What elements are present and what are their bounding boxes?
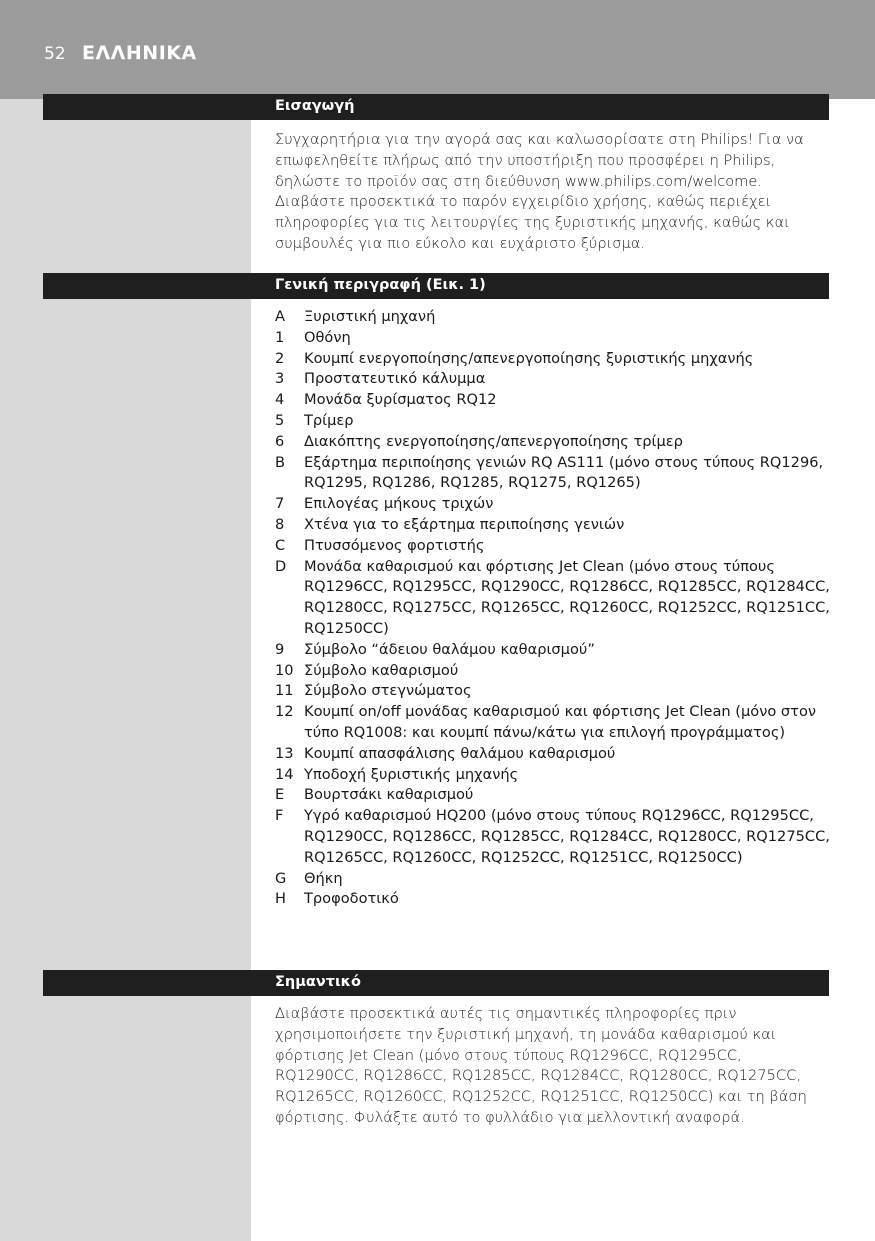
left-margin-panel — [0, 99, 251, 1241]
list-item-text: Σύμβολο στεγνώματος — [304, 682, 472, 700]
list-item — [275, 494, 830, 515]
list-item-text: Χτένα για το εξάρτημα περιποίησης γενιών — [304, 515, 625, 533]
section-title-general: Γενική περιγραφή (Εικ. 1) — [275, 277, 486, 293]
list-item-text: Σύμβολο “άδειου θαλάμου καθαρισμού” — [304, 640, 595, 658]
list-item-marker: 6 — [275, 432, 285, 450]
list-item-text: Σύμβολο καθαρισμού — [304, 661, 459, 679]
list-item-marker: H — [275, 890, 286, 908]
list-item-text: Υγρό καθαρισμού HQ200 (μόνο στους τύπους RQ1296CC, RQ1295CC, RQ1290CC, RQ1286CC, RQ1285CC, RQ1284CC, RQ1280CC, RQ1275CC, RQ1265CC, RQ1260CC, RQ1252CC, RQ1251CC, RQ1250CC) — [304, 807, 830, 866]
list-item — [275, 889, 830, 910]
list-item-marker: F — [275, 807, 284, 825]
list-item-text: Θήκη — [304, 869, 343, 887]
list-item-text: Τρίμερ — [304, 411, 354, 429]
list-item-marker: B — [275, 453, 286, 471]
important-paragraph: Διαβάστε προσεκτικά αυτές τις σημαντικές πληροφορίες πριν χρησιμοποιήσετε την ξυριστική μηχανή, τη μονάδα καθαρισμού και φόρτισης Jet Clean (μόνο στους τύπους RQ1296CC, RQ1295CC, RQ1290CC, RQ1286CC, RQ1285CC, RQ1284CC, RQ1280CC, RQ1275CC, RQ1265CC, RQ1260CC, RQ1252CC, RQ1251CC, RQ1250CC) και τη βάση φόρτισης. Φυλάξτε αυτό το φυλλάδιο για μελλοντική αναφορά. — [275, 1005, 807, 1126]
list-item-marker: A — [275, 308, 285, 325]
list-item-marker: C — [275, 536, 286, 554]
list-item-marker: 4 — [275, 391, 285, 409]
list-item — [275, 702, 830, 744]
list-item-marker: 7 — [275, 495, 285, 513]
list-item-text: Διακόπτης ενεργοποίησης/απενεργοποίησης τρίμερ — [304, 432, 683, 450]
intro-paragraph: Συγχαρητήρια για την αγορά σας και καλωσορίσατε στη Philips! Για να επωφεληθείτε πλήρως από την υποστήριξη που προσφέρει η Philips, δηλώστε το προϊόν σας στη διεύθυνση www.philips.com/welcome. Διαβάστε προσεκτικά το παρόν εγχειρίδιο χρήσης, καθώς περιέχει πληροφορίες για τις λειτουργίες της ξυριστικής μηχανής, καθώς και συμβουλές για πιο εύκολο και ευχάριστο ξύρισμα. — [275, 131, 804, 252]
list-item-marker: 13 — [275, 744, 294, 762]
list-item — [275, 390, 830, 411]
list-item — [275, 515, 830, 536]
list-item-text: Μονάδα ξυρίσματος RQ12 — [304, 391, 497, 409]
list-item-text: Μονάδα καθαρισμού και φόρτισης Jet Clean (μόνο στους τύπους RQ1296CC, RQ1295CC, RQ1290CC, RQ1286CC, RQ1285CC, RQ1284CC, RQ1280CC, RQ1275CC, RQ1265CC, RQ1260CC, RQ1252CC, RQ1251CC, RQ1250CC) — [304, 557, 830, 637]
list-item-text: Βουρτσάκι καθαρισμού — [304, 786, 474, 804]
list-item — [275, 536, 830, 557]
list-item — [275, 453, 830, 495]
list-item-marker: 9 — [275, 640, 285, 658]
list-item — [275, 640, 830, 661]
list-item-marker: 11 — [275, 682, 294, 700]
list-item-marker: 1 — [275, 328, 285, 346]
list-item — [275, 869, 830, 890]
list-item-marker: 5 — [275, 411, 285, 429]
section-header-intro — [43, 94, 829, 120]
list-item — [275, 557, 830, 640]
list-item-text: Πτυσσόμενος φορτιστής — [304, 536, 485, 554]
language-title: ΕΛΛΗΝΙΚΑ — [82, 42, 197, 64]
list-item-text: Επιλογέας μήκους τριχών — [304, 495, 494, 513]
list-item-marker: 3 — [275, 370, 285, 388]
list-item-text: Ξυριστική μηχανή — [304, 308, 436, 325]
list-item — [275, 411, 830, 432]
list-item-marker: D — [275, 557, 287, 575]
list-item — [275, 765, 830, 786]
list-item — [275, 328, 830, 349]
page-header — [0, 0, 875, 99]
list-item — [275, 785, 830, 806]
list-item — [275, 349, 830, 370]
list-item-text: Οθόνη — [304, 328, 351, 346]
list-item-text: Εξάρτημα περιποίησης γενιών RQ AS111 (μόνο στους τύπους RQ1296, RQ1295, RQ1286, RQ1285, RQ1275, RQ1265) — [304, 453, 824, 492]
list-item — [275, 661, 830, 682]
section-header-general — [43, 273, 829, 299]
list-item-marker: E — [275, 786, 285, 804]
list-item — [275, 806, 830, 868]
section-title-intro: Εισαγωγή — [275, 98, 355, 114]
list-item-marker: 2 — [275, 349, 285, 367]
list-item-text: Υποδοχή ξυριστικής μηχανής — [304, 765, 519, 783]
list-item-marker: 14 — [275, 765, 294, 783]
section-header-important — [43, 970, 829, 996]
list-item-text: Κουμπί απασφάλισης θαλάμου καθαρισμού — [304, 744, 616, 762]
list-item-text: Προστατευτικό κάλυμμα — [304, 370, 486, 388]
page-number: 52 — [44, 44, 66, 64]
list-item-text: Τροφοδοτικό — [304, 890, 399, 908]
list-item-marker: 10 — [275, 661, 294, 679]
list-item-marker: G — [275, 869, 287, 887]
list-item-marker: 8 — [275, 515, 285, 533]
list-item — [275, 681, 830, 702]
parts-list — [275, 307, 830, 910]
section-title-important: Σημαντικό — [275, 974, 361, 990]
list-item — [275, 307, 830, 328]
list-item — [275, 744, 830, 765]
list-item-text: Κουμπί on/off μονάδας καθαρισμού και φόρτισης Jet Clean (μόνο στον τύπο RQ1008: και κουμπί πάνω/κάτω για επιλογή προγράμματος) — [304, 703, 817, 741]
list-item-marker: 12 — [275, 703, 294, 721]
list-item — [275, 432, 830, 453]
list-item-text: Κουμπί ενεργοποίησης/απενεργοποίησης ξυριστικής μηχανής — [304, 349, 754, 367]
list-item — [275, 369, 830, 390]
